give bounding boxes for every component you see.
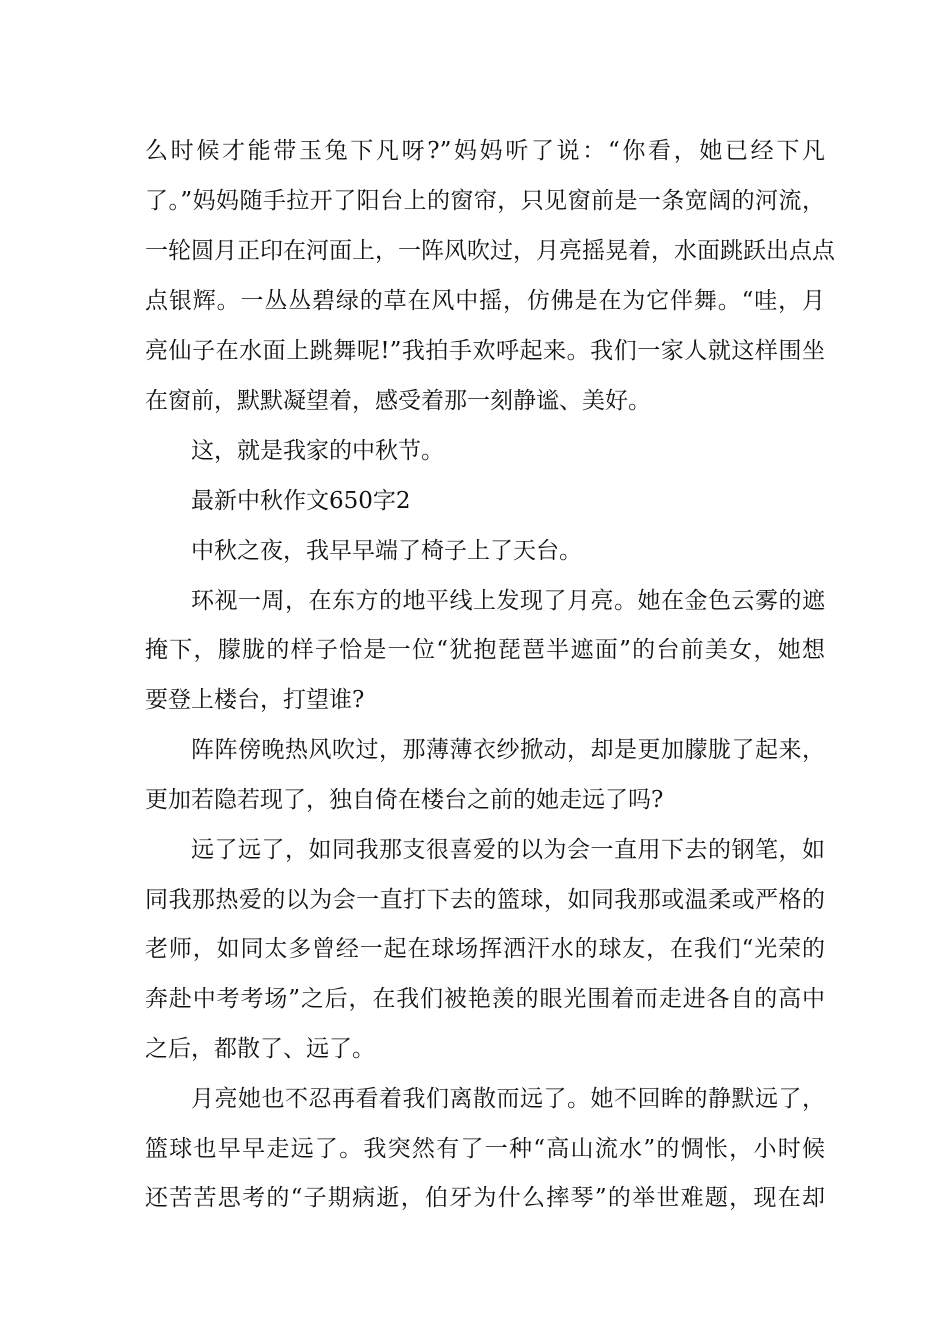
text-line-3: 一轮圆月正印在河面上，一阵风吹过，月亮摇晃着，水面跳跃出点点 — [145, 238, 835, 264]
text-line-9: 中秋之夜，我早早端了椅子上了天台。 — [191, 538, 582, 564]
text-line-17: 老师，如同太多曾经一起在球场挥洒汗水的球友，在我们“光荣的 — [145, 936, 825, 962]
text-line-5: 亮仙子在水面上跳舞呢!”我拍手欢呼起来。我们一家人就这样围坐 — [145, 338, 825, 364]
text-line-15: 远了远了，如同我那支很喜爱的以为会一直用下去的钢笔，如 — [191, 837, 825, 863]
text-line-19: 之后，都散了、远了。 — [145, 1036, 375, 1062]
text-line-18: 奔赴中考考场”之后，在我们被艳羡的眼光围着而走进各自的高中 — [145, 986, 825, 1012]
text-line-7: 这，就是我家的中秋节。 — [191, 438, 444, 464]
text-line-13: 阵阵傍晚热风吹过，那薄薄衣纱掀动，却是更加朦胧了起来， — [191, 737, 825, 763]
text-line-4: 点银辉。一丛丛碧绿的草在风中摇，仿佛是在为它伴舞。“哇，月 — [145, 288, 825, 314]
text-line-1: 么时候才能带玉兔下凡呀?”妈妈听了说：“你看，她已经下凡 — [145, 138, 825, 164]
text-line-14: 更加若隐若现了，独自倚在楼台之前的她走远了吗? — [145, 787, 664, 813]
text-line-20: 月亮她也不忍再看着我们离散而远了。她不回眸的静默远了， — [191, 1086, 825, 1112]
text-line-16: 同我那热爱的以为会一直打下去的篮球，如同我那或温柔或严格的 — [145, 887, 825, 913]
text-line-21: 篮球也早早走远了。我突然有了一种“高山流水”的惆怅，小时候 — [145, 1136, 825, 1162]
text-line-10: 环视一周，在东方的地平线上发现了月亮。她在金色云雾的遮 — [191, 588, 825, 614]
text-line-11: 掩下，朦胧的样子恰是一位“犹抱琵琶半遮面”的台前美女，她想 — [145, 637, 825, 663]
text-line-6: 在窗前，默默凝望着，感受着那一刻静谧、美好。 — [145, 388, 651, 414]
text-line-12: 要登上楼台，打望谁? — [145, 687, 365, 713]
section-heading: 最新中秋作文650字2 — [191, 488, 411, 514]
text-line-2: 了。”妈妈随手拉开了阳台上的窗帘，只见窗前是一条宽阔的河流， — [145, 188, 825, 214]
text-line-22: 还苦苦思考的“子期病逝，伯牙为什么摔琴”的举世难题，现在却 — [145, 1185, 825, 1211]
